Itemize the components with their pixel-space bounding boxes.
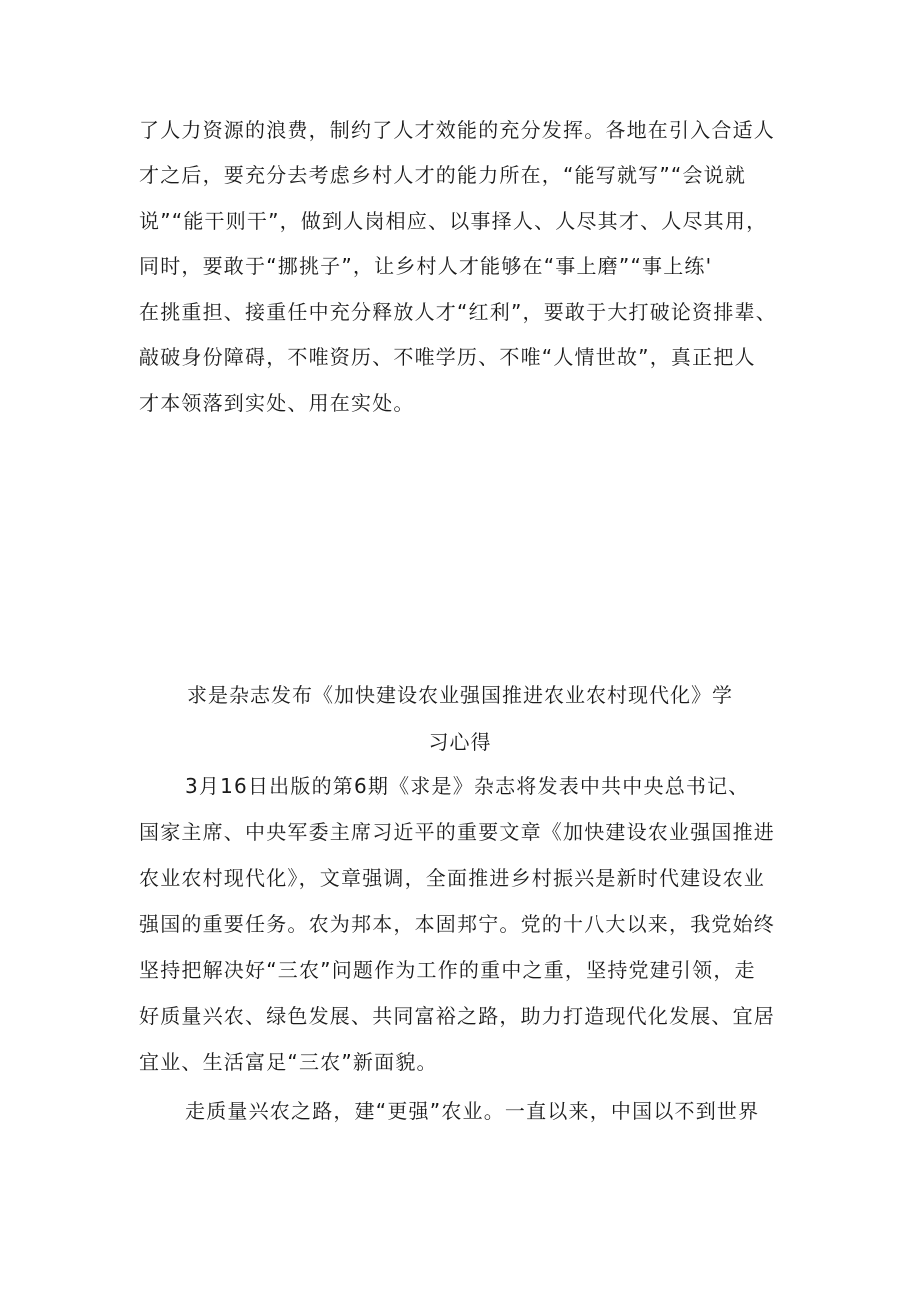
paragraph-line: 走质量兴农之路，建“更强”农业。一直以来，中国以不到世界 xyxy=(185,1099,760,1123)
article-title-line-2: 习心得 xyxy=(428,730,492,754)
paragraph-line: 敲破身份障碍，不唯资历、不唯学历、不唯“人情世故”，真正把人 xyxy=(139,345,756,369)
paragraph-line: 好质量兴农、绿色发展、共同富裕之路，助力打造现代化发展、宜居 xyxy=(139,1004,775,1028)
paragraph-line: 国家主席、中央军委主席习近平的重要文章《加快建设农业强国推进 xyxy=(139,820,775,844)
paragraph-line: 在挑重担、接重任中充分释放人才“红利”，要敢于大打破论资排辈、 xyxy=(139,300,777,324)
article-title-line-1: 求是杂志发布《加快建设农业强国推进农业农村现代化》学 xyxy=(187,683,733,707)
paragraph-line: 强国的重要任务。农为邦本，本固邦宁。党的十八大以来，我党始终 xyxy=(139,912,775,936)
paragraph-line: 才之后，要充分去考虑乡村人才的能力所在，“能写就写”“会说就 xyxy=(139,163,747,187)
paragraph-line: 同时，要敢于“挪挑子”，让乡村人才能够在“事上磨”“事上练' xyxy=(139,254,713,278)
paragraph-line: 宜业、生活富足“三农”新面貌。 xyxy=(139,1050,438,1074)
paragraph-line: 说”“能干则干”，做到人岗相应、以事择人、人尽其才、人尽其用， xyxy=(139,209,768,233)
paragraph-line: 坚持把解决好“三农”问题作为工作的重中之重，坚持党建引领，走 xyxy=(139,958,756,982)
paragraph-line: 农业农村现代化》，文章强调，全面推进乡村振兴是新时代建设农业 xyxy=(139,866,765,890)
paragraph-line: 才本领落到实处、用在实处。 xyxy=(139,391,415,415)
paragraph-line: 3月16日出版的第6期《求是》杂志将发表中共中央总书记、 xyxy=(185,774,750,798)
paragraph-line: 了人力资源的浪费，制约了人才效能的充分发挥。各地在引入合适人 xyxy=(139,118,775,142)
